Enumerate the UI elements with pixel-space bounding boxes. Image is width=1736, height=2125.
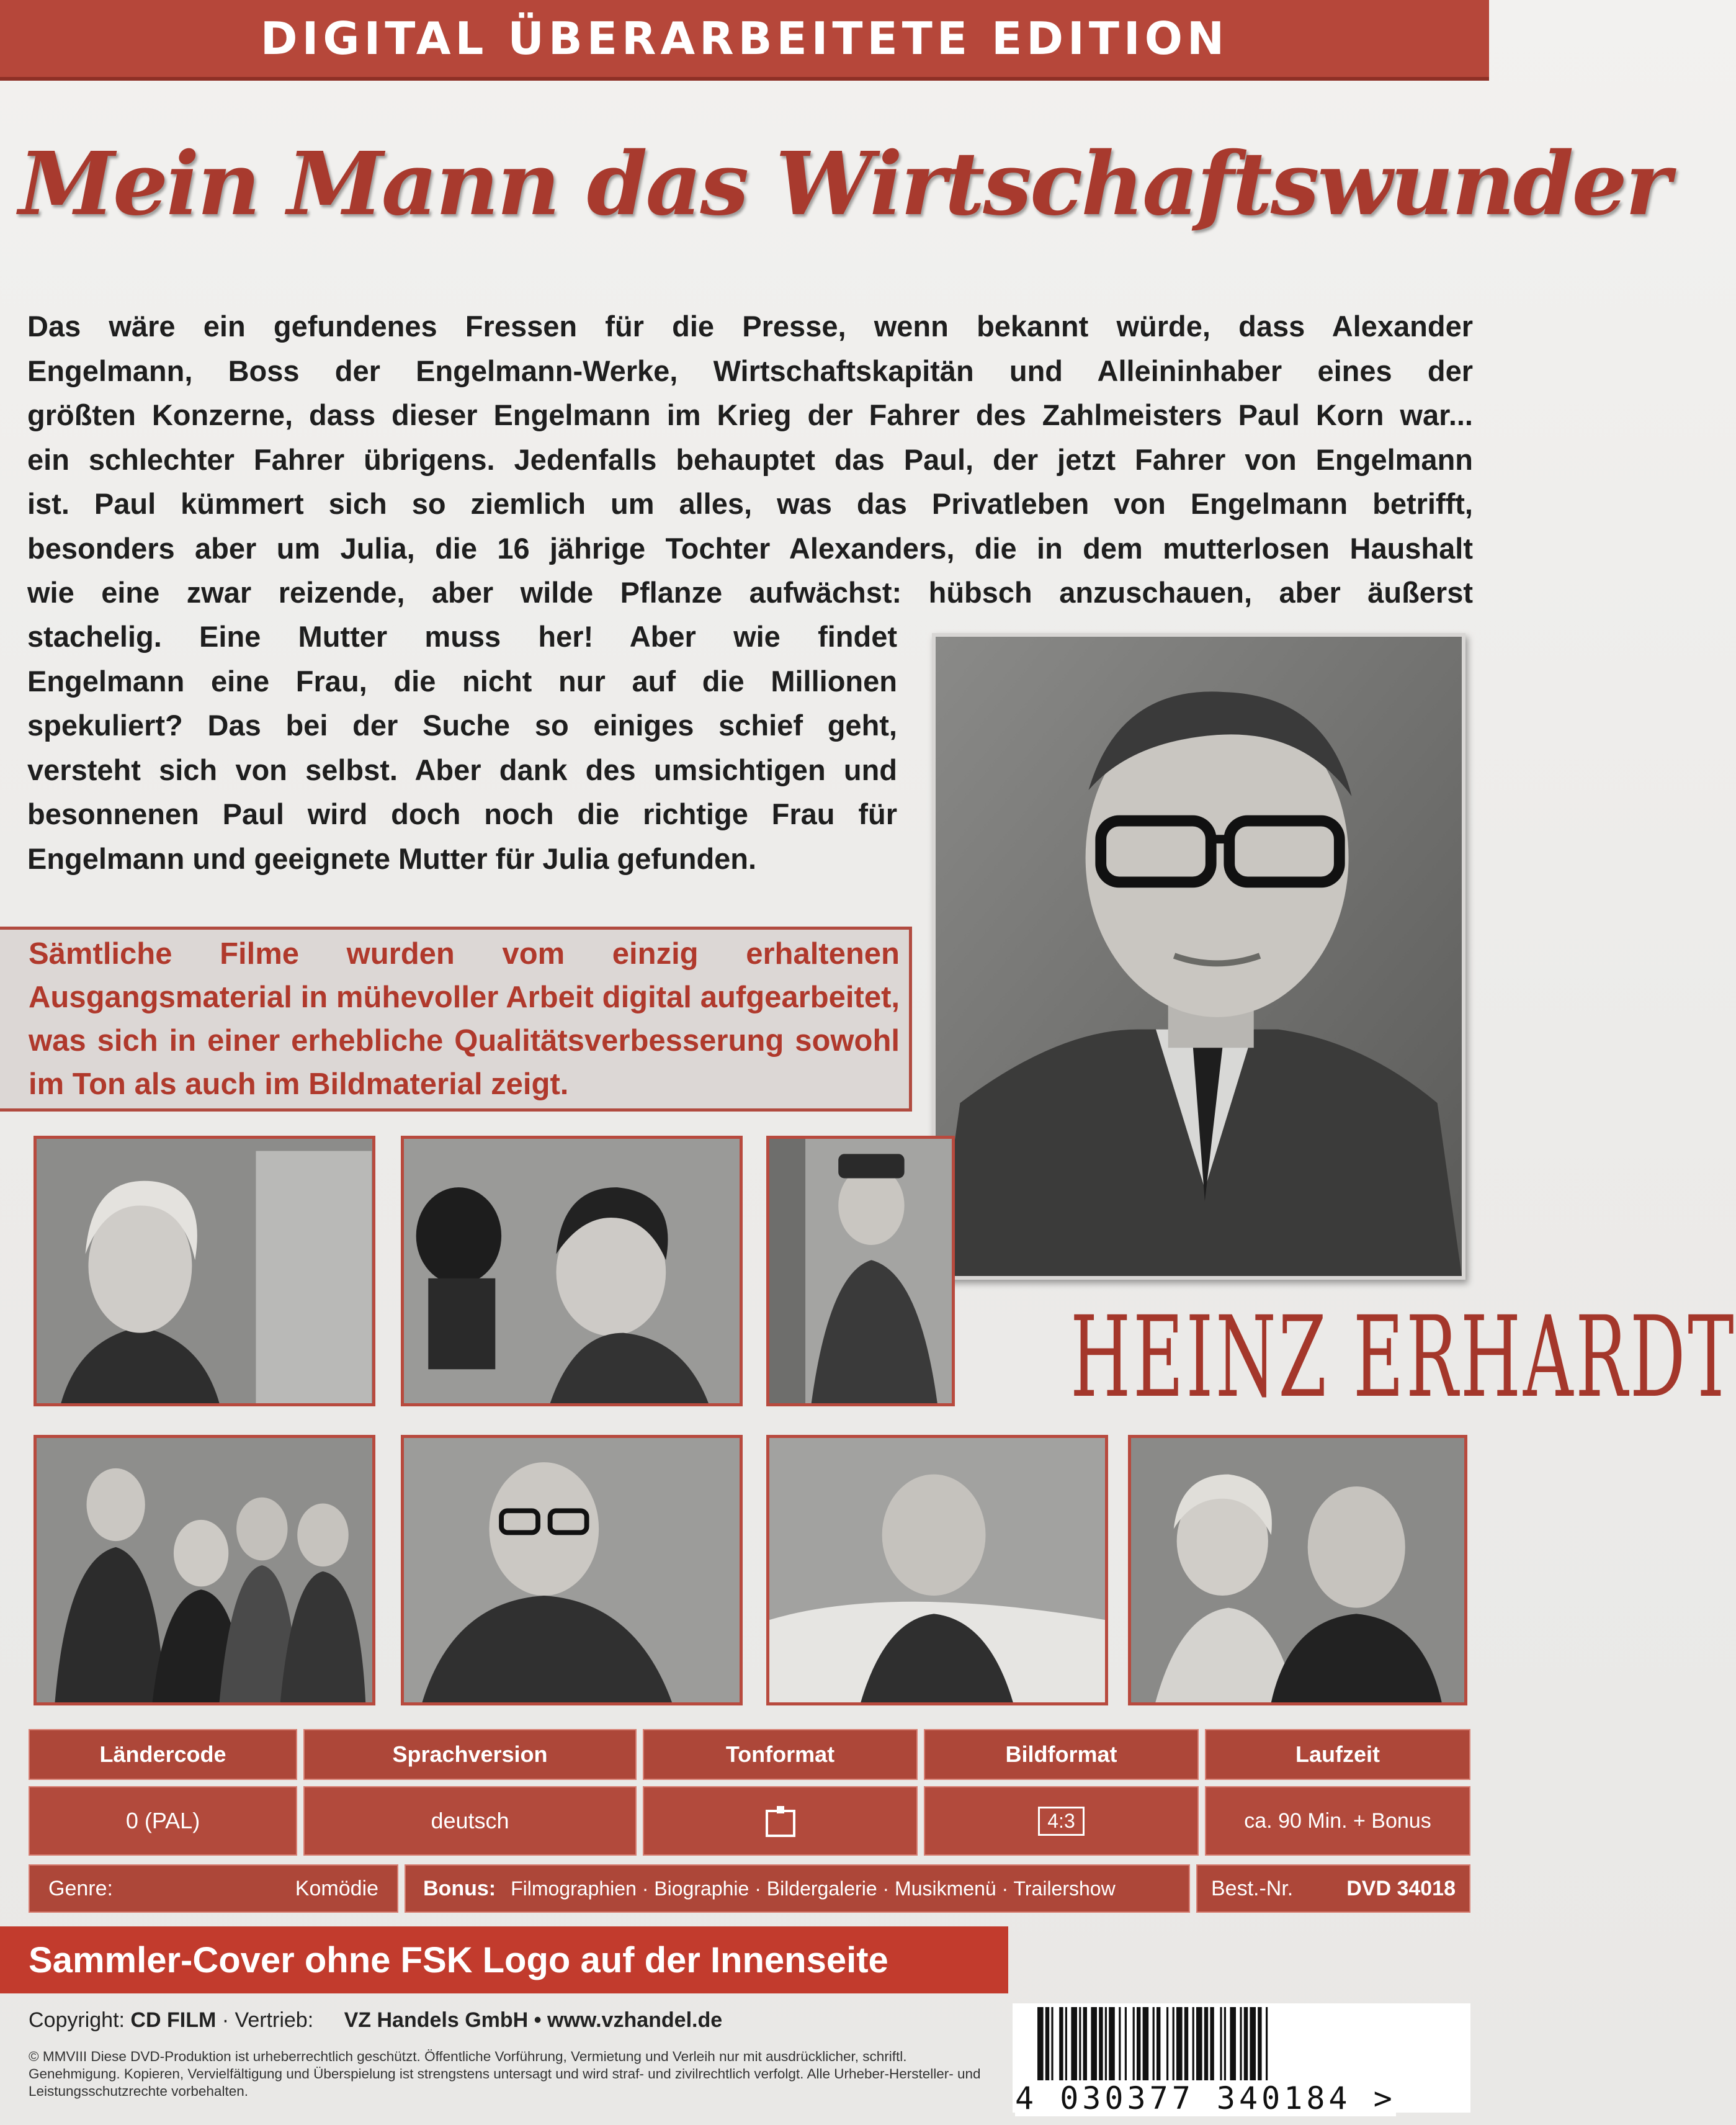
- scene-photo-3: [766, 1136, 955, 1406]
- synopsis-line: stachelig. Eine Mutter muss her! Aber wie findet: [27, 620, 897, 653]
- synopsis-line: Engelmann, Boss der Engelmann-Werke, Wirtschaftskapitän und Alleininhaber eines der: [27, 354, 1473, 387]
- synopsis-line: Engelmann und geeignete Mutter für Julia gefunden.: [27, 842, 757, 875]
- synopsis-line: wie eine zwar reizende, aber wilde Pflanze aufwächst: hübsch anzuschauen, aber äußerst: [27, 576, 1473, 609]
- spec-value-laufzeit: ca. 90 Min. + Bonus: [1205, 1786, 1470, 1856]
- synopsis-left: [27, 614, 897, 881]
- genre-value: Komödie: [295, 1876, 378, 1900]
- synopsis-line: spekuliert? Das bei der Suche so einiges schief geht,: [27, 709, 897, 742]
- spec-header-laendercode: Ländercode: [29, 1729, 297, 1780]
- synopsis-line: Engelmann eine Frau, die nicht nur auf die Millionen: [27, 664, 897, 698]
- edition-banner: [0, 0, 1489, 81]
- spec-value-tonformat: [643, 1786, 918, 1856]
- separator: ·: [221, 2008, 230, 2032]
- aspect-ratio-badge: 4:3: [1038, 1807, 1084, 1836]
- barcode-number: 4 030377 340184 >: [1015, 2080, 1396, 2116]
- separator: •: [534, 2008, 542, 2032]
- spec-header-tonformat: Tonformat: [643, 1729, 918, 1780]
- restoration-text: [29, 932, 900, 1106]
- synopsis-line: versteht sich von selbst. Aber dank des umsichtigen und: [27, 753, 897, 786]
- distributor-name: VZ Handels GmbH: [344, 2008, 529, 2032]
- actor-name: HEINZ ERHARDT: [1070, 1293, 1736, 1422]
- bonus-items: Filmographien · Biographie · Bildergalerie · Musikmenü · Trailershow: [511, 1877, 1116, 1900]
- spec-header-laufzeit: Laufzeit: [1205, 1729, 1470, 1780]
- spec-header-sprachversion: Sprachversion: [303, 1729, 637, 1780]
- copyright-line: [29, 2008, 722, 2033]
- restoration-line: im Ton als auch im Bildmaterial zeigt.: [29, 1067, 569, 1101]
- synopsis-top: [27, 304, 1473, 615]
- spec-value-laendercode: 0 (PAL): [29, 1786, 297, 1856]
- scene-photo-6: [766, 1435, 1108, 1705]
- movie-title: Mein Mann das Wirtschaftswunder: [19, 133, 1670, 235]
- spec-value-sprachversion: deutsch: [303, 1786, 637, 1856]
- order-number-cell: [1196, 1864, 1470, 1913]
- website: www.vzhandel.de: [547, 2008, 723, 2032]
- synopsis-line: Das wäre ein gefundenes Fressen für die Presse, wenn bekannt würde, dass Alexander: [27, 310, 1473, 343]
- copyright-holder: CD FILM: [130, 2008, 217, 2032]
- synopsis-line: ein schlechter Fahrer übrigens. Jedenfalls behauptet das Paul, der jetzt Fahrer von Engelmann: [27, 443, 1473, 476]
- scene-photo-5: [401, 1435, 743, 1705]
- synopsis-line: ist. Paul kümmert sich so ziemlich um alles, was das Privatleben von Engelmann betrifft,: [27, 487, 1473, 520]
- copyright-label: Copyright:: [29, 2008, 125, 2032]
- bonus-label: Bonus:: [423, 1876, 496, 1900]
- barcode: [1013, 2003, 1470, 2116]
- genre-cell: [29, 1864, 398, 1913]
- synopsis-line: größten Konzerne, dass dieser Engelmann im Krieg der Fahrer des Zahlmeisters Paul Korn war...: [27, 398, 1473, 431]
- order-value: DVD 34018: [1346, 1876, 1456, 1900]
- restoration-line: Sämtliche Filme wurden vom einzig erhaltenen: [29, 937, 900, 971]
- legal-notice: © MMVIII Diese DVD-Produktion ist urheberrechtlich geschützt. Öffentliche Vorführung, Vermietung und Verleih nur mit ausdrücklicher, schriftl. Genehmigung. Kopieren, Vervielfältigung und Überspielung ist strengstens untersagt und wird straf- und zivilrechtlich verfolgt. Alle Urheber-Hersteller- und Leistungsschutzrechte vorbehalten.: [29, 2049, 981, 2099]
- scene-photo-4: [34, 1435, 375, 1705]
- restoration-line: was sich in einer erhebliche Qualitätsverbesserung sowohl: [29, 1024, 900, 1058]
- genre-label: Genre:: [48, 1876, 113, 1900]
- synopsis-line: besonders aber um Julia, die 16 jährige Tochter Alexanders, die in dem mutterlosen Haushalt: [27, 531, 1473, 565]
- edition-banner-text: DIGITAL ÜBERARBEITETE EDITION: [260, 12, 1229, 65]
- order-label: Best.-Nr.: [1211, 1876, 1294, 1900]
- scene-photo-7: [1128, 1435, 1467, 1705]
- scene-photo-2: [401, 1136, 743, 1406]
- spec-header-bildformat: Bildformat: [924, 1729, 1199, 1780]
- mono-speaker-icon: [763, 1804, 798, 1838]
- spec-value-bildformat: [924, 1786, 1199, 1856]
- bonus-cell: [405, 1864, 1190, 1913]
- scene-photo-1: [34, 1136, 375, 1406]
- actor-portrait-photo: [932, 633, 1465, 1280]
- restoration-line: Ausgangsmaterial in mühevoller Arbeit digital aufgearbeitet,: [29, 981, 900, 1014]
- synopsis-line: besonnenen Paul wird doch noch die richtige Frau für: [27, 797, 897, 830]
- vertrieb-label: Vertrieb:: [235, 2008, 314, 2032]
- sammler-cover-note: Sammler-Cover ohne FSK Logo auf der Innenseite: [0, 1926, 1008, 1993]
- barcode-bars-icon: [1013, 2003, 1470, 2084]
